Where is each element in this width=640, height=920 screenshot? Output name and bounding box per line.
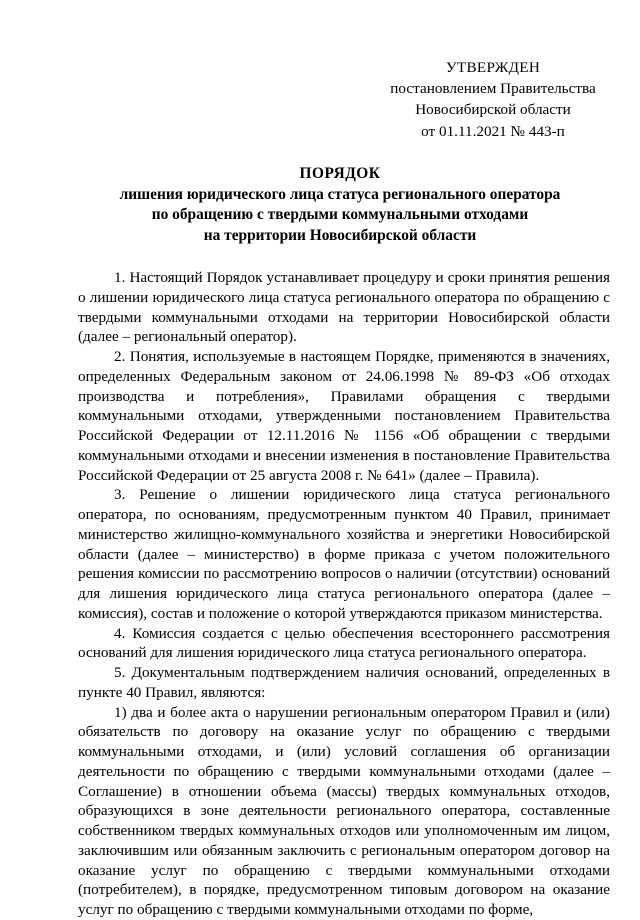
document-title-sub-3: на территории Новосибирской области xyxy=(203,226,477,244)
paragraph-4: 4. Комиссия создается с целью обеспечения всестороннего рассмотрения оснований для лишения юридического лица статуса регионального оператора. xyxy=(78,624,610,662)
document-title xyxy=(70,164,610,246)
document-body xyxy=(78,268,610,920)
paragraph-5: 5. Документальным подтверждением наличия оснований, определенных в пункте 40 Правил, являются: xyxy=(78,664,610,701)
approval-heading: УТВЕРЖДЕН xyxy=(445,59,541,76)
approval-stamp xyxy=(388,57,598,142)
document-title-sub-1: лишения юридического лица статуса регионального оператора xyxy=(119,185,561,203)
paragraph-1: 1. Настоящий Порядок устанавливает процедуру и сроки принятия решения о лишении юридического лица статуса регионального оператора по обращению с твердыми коммунальными отходами на территории Новосибирской области (далее – региональный оператор). xyxy=(78,269,610,346)
paragraph-3: 3. Решение о лишении юридического лица статуса регионального оператора, по основаниям, предусмотренным пунктом 40 Правил, принимает министерство жилищно-коммунального хозяйства и энергетики Новосибирской области (далее – министерство) в форме приказа с учетом положительного решения комиссии по рассмотрению вопросов о наличии (отсутствии) оснований для лишения юридического лица статуса регионального оператора (далее – комиссия), состав и положение о которой утверждаются приказом министерства. xyxy=(78,486,610,622)
approval-line-3: Новосибирской области xyxy=(415,101,571,119)
document-title-main: ПОРЯДОК xyxy=(299,165,381,182)
document-title-sub-2: по обращению с твердыми коммунальными отходами xyxy=(151,206,529,223)
approval-line-2: постановлением Правительства xyxy=(390,80,596,98)
approval-line-4: от 01.11.2021 № 443-п xyxy=(421,122,565,140)
paragraph-2: 2. Понятия, используемые в настоящем Порядке, применяются в значениях, определенных Федеральным законом от 24.06.1998 № 89-ФЗ «Об отходах производства и потребления», Правилами обращения с твердыми коммунальными отходами, утвержденными постановлением Правительства Российской Федерации от 12.11.2016 № 1156 «Об обращении с твердыми коммунальными отходами и внесении изменения в постановление Правительства Российской Федерации от 25 августа 2008 г. № 641» (далее – Правила). xyxy=(78,348,610,484)
paragraph-5-item-1: 1) два и более акта о нарушении региональным оператором Правил и (или) обязательств по договору на оказание услуг по обращению с твердыми коммунальными отходами, и (или) условий соглашения об организации деятельности по обращению с твердыми коммунальными отходами (далее – Соглашение) в отношении объема (массы) твердых коммунальных отходов, образующихся в зоне деятельности регионального оператора, составленные собственником твердых коммунальных отходов или уполномоченным им лицом, заключившим или обязанным заключить с региональным оператором договор на оказание услуг по обращению с твердыми коммунальными отходами (потребителем), в порядке, предусмотренном типовым договором на оказание услуг по обращению с твердыми коммунальными отходами по форме, xyxy=(78,703,610,918)
